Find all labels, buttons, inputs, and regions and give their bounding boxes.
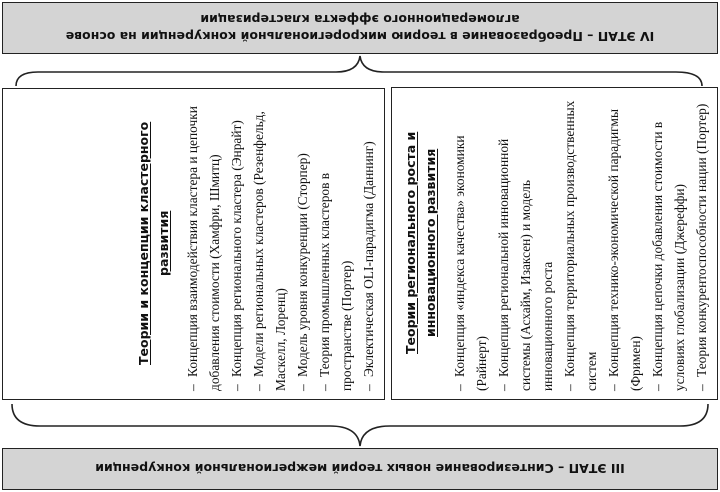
right-column-content [128,89,384,399]
left-item-1: – Концепция «индекса качества» экономики (Райнерт) [452,135,489,391]
right-item-3: – Модели региональных кластеров (Резенфельд, Маскелл, Лоренц) [251,111,288,391]
stage-4-label-line1: IV ЭТАП – Преобразование в теорию микрорегиональной конкуренции на основе [65,29,655,44]
left-item-4: – Концепция технико-экономической парадигмы (Фримен) [606,109,643,391]
right-column-title: Теории и концепции кластерного развития [136,121,171,365]
left-column-box [391,87,718,400]
left-item-5: – Концепция цепочки добавления стоимости в условиях глобализации (Джереффи) [650,121,687,391]
right-column-box [2,88,385,400]
right-item-1: – Концепция взаимодействия кластера и цепочки добавления стоимости (Хамфри, Шмитц) [185,106,222,391]
stage-3-label: III ЭТАП – Синтезирование новых теорий межрегиональной конкуренции [95,461,625,477]
right-item-5: – Теория промышленных кластеров в пространстве (Портер) [317,172,354,391]
left-item-3: – Концепция территориальных производственных систем [562,100,599,391]
top-brace [0,400,720,448]
stage-4-box [2,2,718,54]
left-item-2: – Концепция региональной инновационной системы (Асхайм, Изаксен) и модель инновационного роста [496,138,555,391]
right-item-4: – Модель уровня конкуренции (Сторпер) [295,153,310,391]
right-item-6: – Эклектическая OLI-парадигма (Даннинг) [361,141,376,391]
bottom-brace [0,54,720,88]
left-column-content [395,88,717,399]
left-item-6: – Теория конкурентоспособности нации (Портер) [694,103,709,391]
left-column-title: Теории регионального роста и инновационного развития [403,131,438,354]
stage-4-label-line2: агломерационного эффекта кластеризации [200,12,520,27]
stage-3-box [2,448,718,490]
right-item-2: – Концепция регионального кластера (Энрайт) [229,120,244,391]
